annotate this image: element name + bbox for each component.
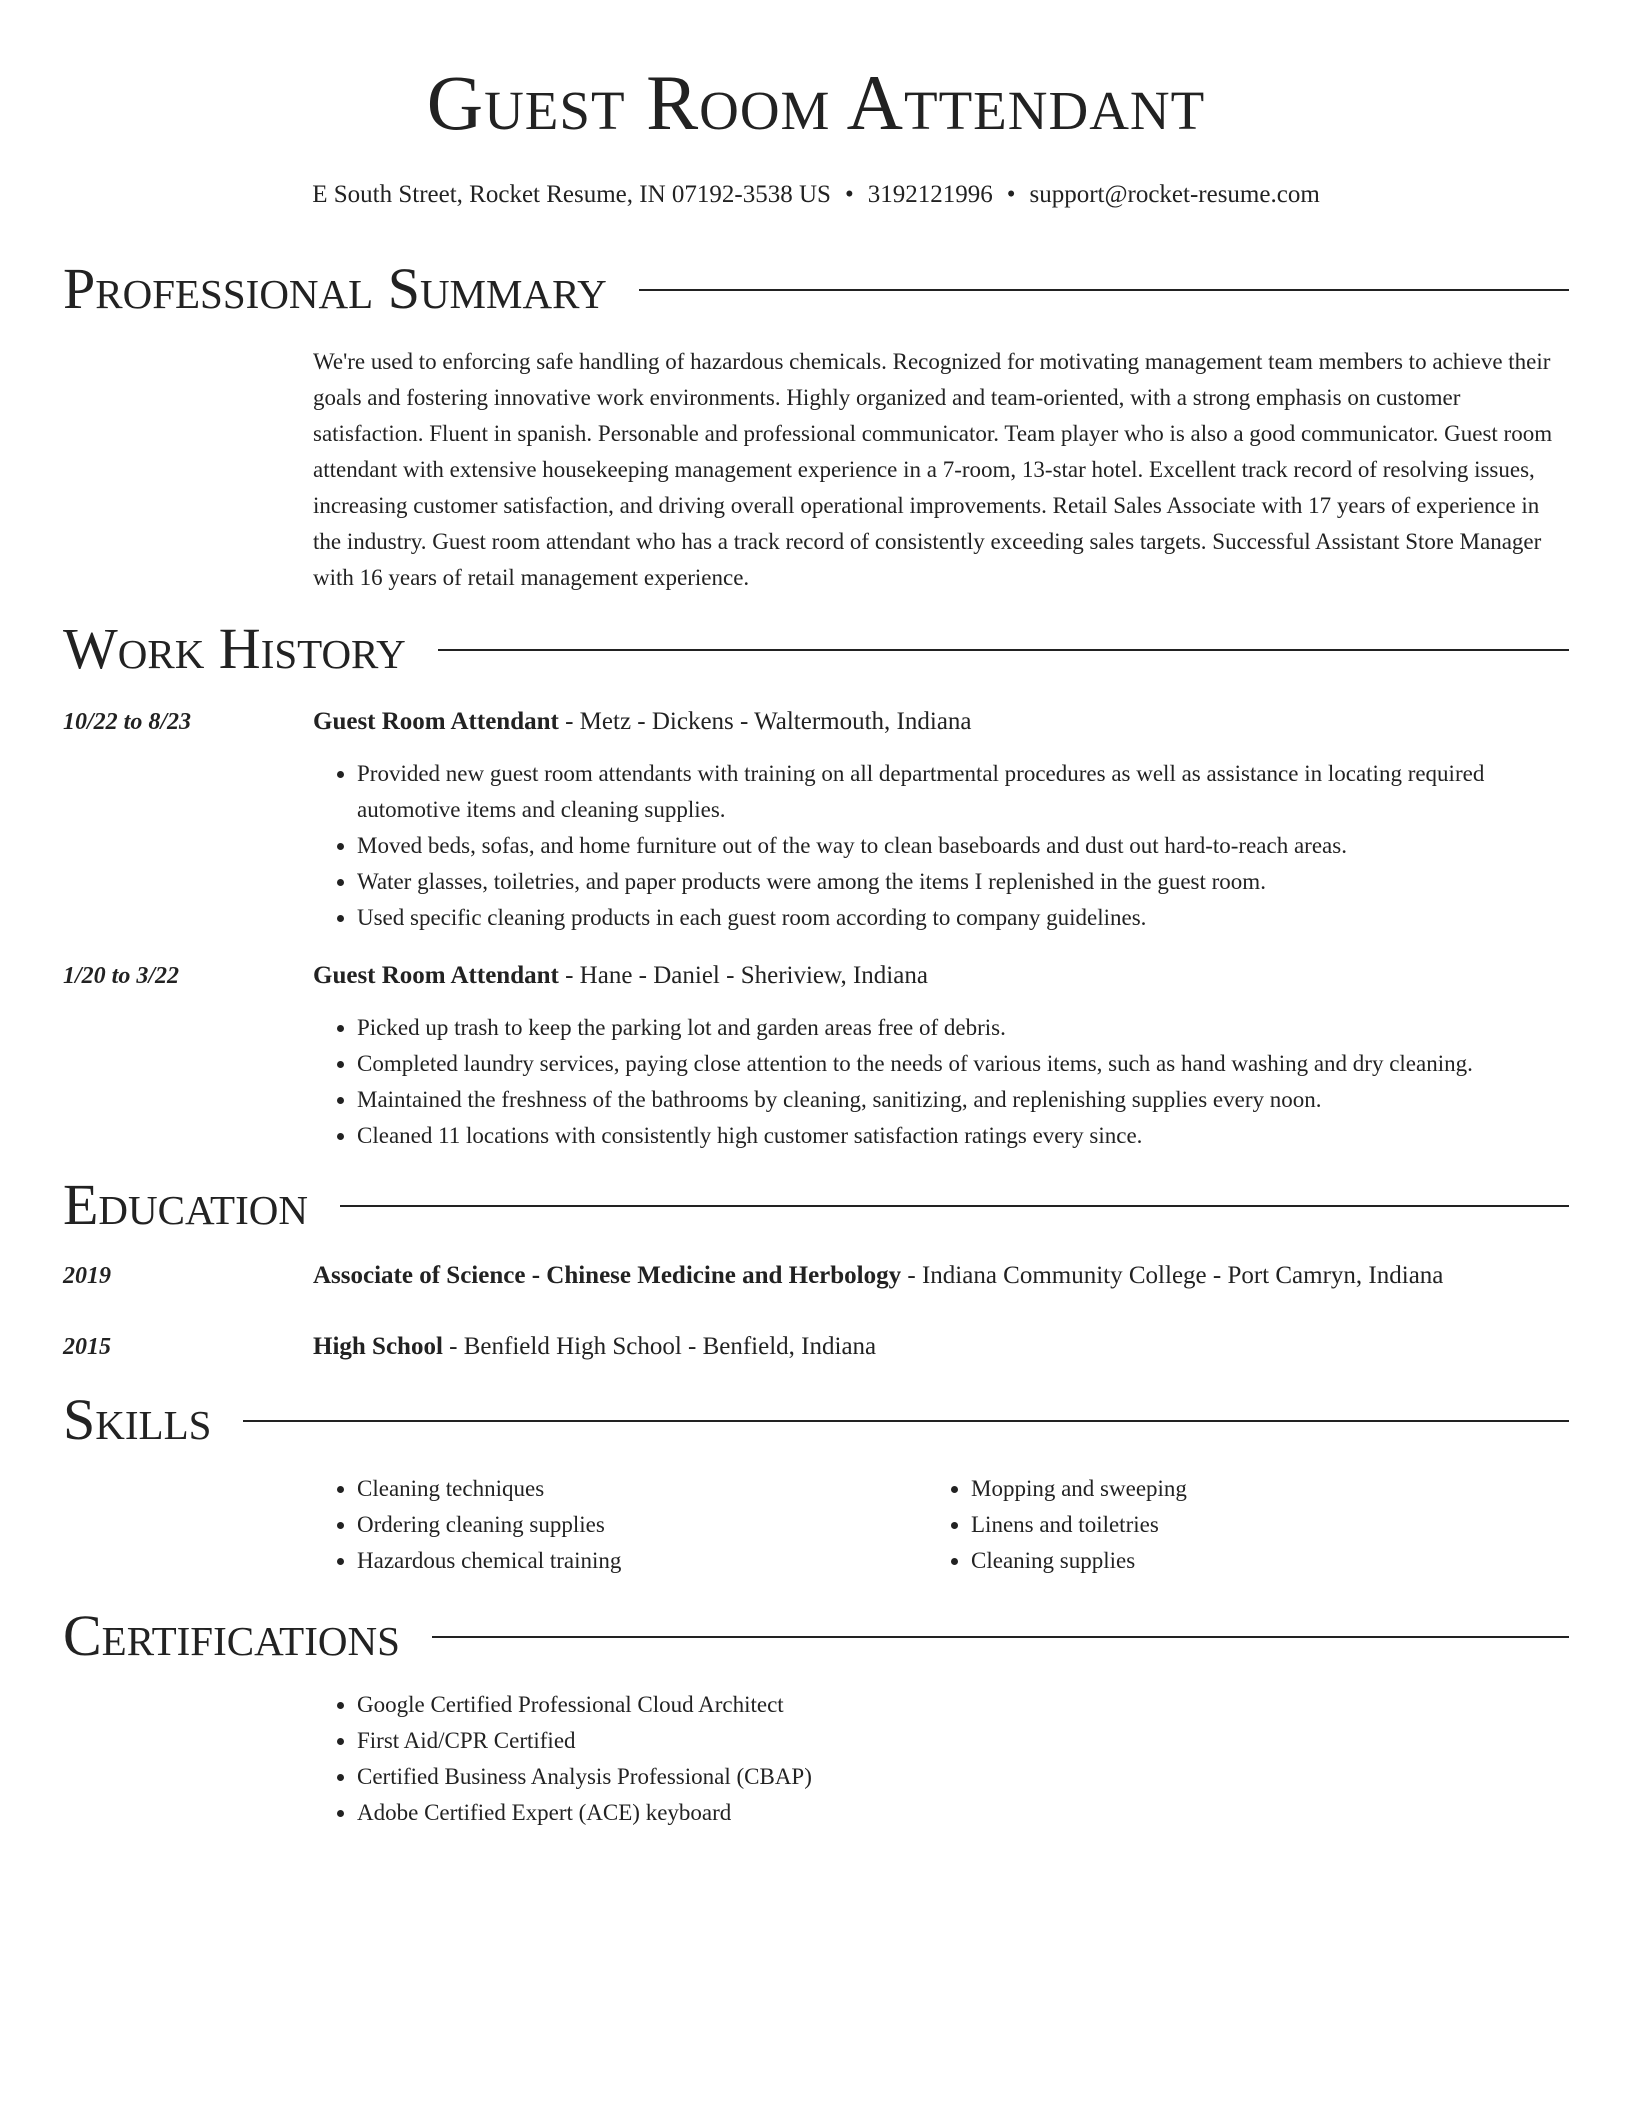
job-dates: 10/22 to 8/23: [63, 709, 192, 735]
education-details: - Benfield High School - Benfield, Indiana: [442, 1333, 877, 1360]
section-divider: [432, 1636, 1569, 1638]
education-year: 2019: [63, 1263, 111, 1289]
contact-email: support@rocket-resume.com: [1029, 181, 1320, 208]
certification-item: • Adobe Certified Expert (ACE) keyboard: [357, 1795, 1569, 1831]
section-header-education: [63, 1172, 1569, 1238]
certification-item: • Certified Business Analysis Professional (CBAP): [357, 1759, 1569, 1795]
skills-grid: [313, 1471, 1569, 1579]
job-title: Guest Room Attendant: [313, 962, 559, 989]
education-info: [313, 1258, 1569, 1294]
skill-item: • Ordering cleaning supplies: [357, 1507, 927, 1543]
job-bullets: [313, 1010, 1569, 1154]
contact-line: [63, 178, 1569, 212]
job-entry: [63, 704, 1569, 936]
certification-item: • First Aid/CPR Certified: [357, 1723, 1569, 1759]
job-details: - Metz - Dickens - Waltermouth, Indiana: [558, 708, 972, 735]
section-divider: [438, 649, 1569, 651]
section-title-certifications: Certifications: [63, 1603, 400, 1668]
job-info: [313, 958, 1569, 994]
skill-item: • Cleaning techniques: [357, 1471, 927, 1507]
job-dates: 1/20 to 3/22: [63, 963, 180, 989]
skill-item: • Cleaning supplies: [971, 1543, 1569, 1579]
education-degree: Associate of Science - Chinese Medicine and Herbology: [313, 1262, 902, 1289]
job-bullet: • Provided new guest room attendants with training on all departmental procedures as well as assistance in locating required automotive items and cleaning supplies.: [357, 756, 1569, 828]
section-header-work: [63, 616, 1569, 682]
contact-phone: 3192121996: [867, 181, 993, 208]
certification-list: [313, 1687, 1569, 1831]
skill-item: • Mopping and sweeping: [971, 1471, 1569, 1507]
certification-item: • Google Certified Professional Cloud Architect: [357, 1687, 1569, 1723]
job-entry: [63, 958, 1569, 1154]
education-year: 2015: [63, 1334, 111, 1360]
summary-text: We're used to enforcing safe handling of hazardous chemicals. Recognized for motivating management team members to achieve their goals and fostering innovative work environments. Highly organized and team-oriented, with a strong emphasis on customer satisfaction. Fluent in spanish. Personable and professional communicator. Team player who is also a good communicator. Guest room attendant with extensive housekeeping management experience in a 7-room, 13-star hotel. Excellent track record of resolving issues, increasing customer satisfaction, and driving overall operational improvements. Retail Sales Associate with 17 years of experience in the industry. Guest room attendant who has a track record of consistently exceeding sales targets. Successful Assistant Store Manager with 16 years of retail management experience.: [313, 349, 1553, 590]
contact-separator: •: [844, 181, 854, 208]
job-title: Guest Room Attendant: [313, 708, 559, 735]
job-bullets: [313, 756, 1569, 936]
job-header: [63, 704, 1569, 740]
contact-address: E South Street, Rocket Resume, IN 07192-3538 US: [312, 181, 831, 208]
section-divider: [243, 1420, 1569, 1422]
education-degree: High School: [313, 1333, 443, 1360]
job-bullet: • Used specific cleaning products in each guest room according to company guidelines.: [357, 900, 1569, 936]
section-title-summary: Professional Summary: [63, 256, 607, 321]
section-divider: [639, 289, 1569, 291]
job-bullet: • Picked up trash to keep the parking lot and garden areas free of debris.: [357, 1010, 1569, 1046]
job-bullet: • Completed laundry services, paying close attention to the needs of various items, such as hand washing and dry cleaning.: [357, 1046, 1569, 1082]
section-header-certifications: [63, 1603, 1569, 1669]
section-divider: [340, 1205, 1569, 1207]
skill-item: • Linens and toiletries: [971, 1507, 1569, 1543]
job-bullet: • Maintained the freshness of the bathrooms by cleaning, sanitizing, and replenishing supplies every noon.: [357, 1082, 1569, 1118]
job-info: [313, 704, 1569, 740]
section-header-summary: [63, 256, 1569, 322]
education-entry: [63, 1258, 1569, 1294]
job-bullet: • Cleaned 11 locations with consistently high customer satisfaction ratings every since.: [357, 1118, 1569, 1154]
contact-separator: •: [1006, 181, 1016, 208]
section-title-work: Work History: [63, 616, 406, 681]
section-title-education: Education: [63, 1172, 308, 1237]
job-header: [63, 958, 1569, 994]
job-bullet: • Water glasses, toiletries, and paper products were among the items I replenished in the guest room.: [357, 864, 1569, 900]
job-bullet: • Moved beds, sofas, and home furniture out of the way to clean baseboards and dust out hard-to-reach areas.: [357, 828, 1569, 864]
skills-column-right: [927, 1471, 1569, 1579]
section-header-skills: [63, 1387, 1569, 1453]
education-details: - Indiana Community College - Port Camryn, Indiana: [901, 1262, 1444, 1289]
job-details: - Hane - Daniel - Sheriview, Indiana: [558, 962, 928, 989]
education-entry: [63, 1329, 1569, 1365]
education-info: [313, 1329, 1569, 1365]
section-title-skills: Skills: [63, 1387, 212, 1452]
skill-item: • Hazardous chemical training: [357, 1543, 927, 1579]
skills-column-left: [313, 1471, 927, 1579]
resume-name: Guest Room Attendant: [426, 59, 1206, 146]
